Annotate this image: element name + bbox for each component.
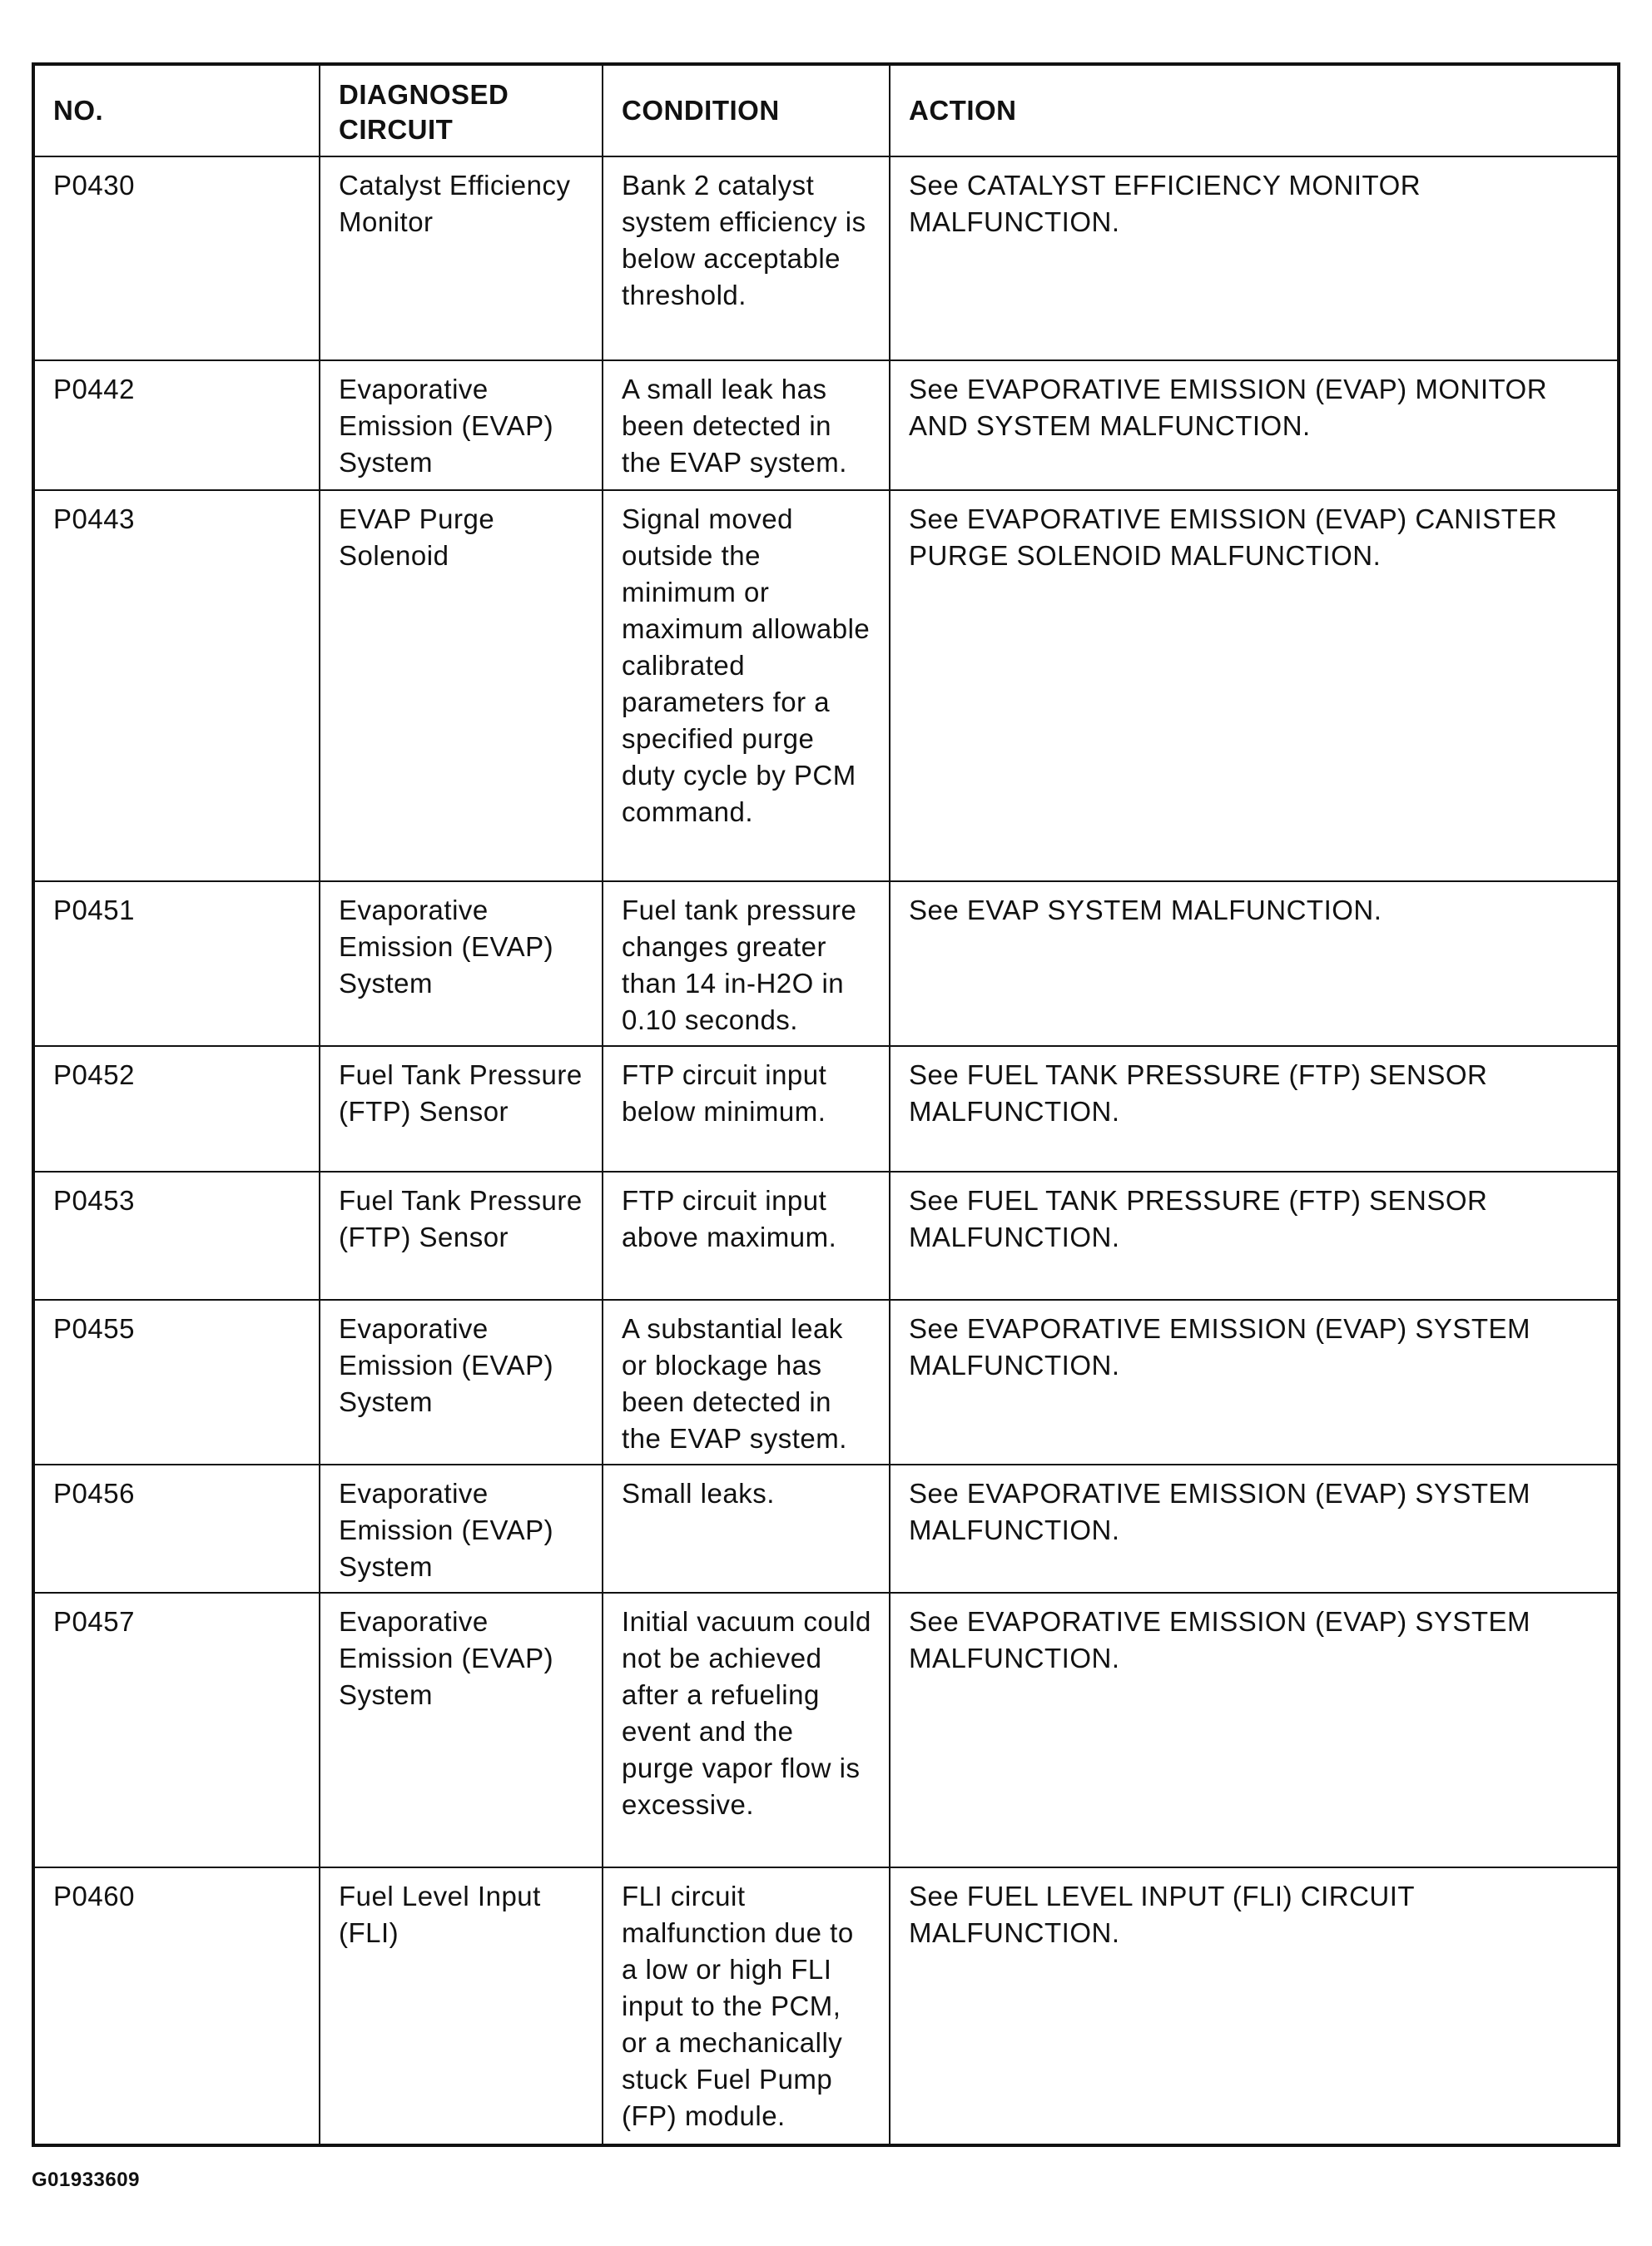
cell-condition: FTP circuit input below minimum. [603,1046,890,1172]
cell-no: P0455 [33,1300,320,1465]
cell-condition: A substantial leak or blockage has been detected in the EVAP system. [603,1300,890,1465]
figure-id: G01933609 [32,2169,140,2191]
table-row [33,1465,1619,1593]
table-row [33,1300,1619,1465]
cell-no: P0453 [33,1172,320,1300]
cell-circuit: Evaporative Emission (EVAP) System [320,1465,603,1593]
table-row [33,156,1619,360]
dtc-table [32,62,1620,2147]
cell-action: See EVAPORATIVE EMISSION (EVAP) MONITOR AND SYSTEM MALFUNCTION. [890,360,1619,490]
cell-action: See EVAPORATIVE EMISSION (EVAP) SYSTEM MALFUNCTION. [890,1300,1619,1465]
cell-circuit: Evaporative Emission (EVAP) System [320,360,603,490]
cell-circuit: Evaporative Emission (EVAP) System [320,881,603,1046]
cell-action: See FUEL TANK PRESSURE (FTP) SENSOR MALFUNCTION. [890,1172,1619,1300]
cell-no: P0456 [33,1465,320,1593]
cell-no: P0442 [33,360,320,490]
table-row [33,360,1619,490]
cell-action: See FUEL TANK PRESSURE (FTP) SENSOR MALFUNCTION. [890,1046,1619,1172]
header-action: ACTION [890,64,1619,156]
table-row [33,490,1619,881]
table-header-row [33,64,1619,156]
table-row [33,1046,1619,1172]
cell-condition: Fuel tank pressure changes greater than 14 in-H2O in 0.10 seconds. [603,881,890,1046]
cell-no: P0457 [33,1593,320,1867]
header-condition: CONDITION [603,64,890,156]
cell-circuit: Evaporative Emission (EVAP) System [320,1300,603,1465]
cell-no: P0452 [33,1046,320,1172]
cell-condition: Signal moved outside the minimum or maximum allowable calibrated parameters for a specified purge duty cycle by PCM command. [603,490,890,881]
table-row [33,1172,1619,1300]
cell-circuit: Fuel Tank Pressure (FTP) Sensor [320,1046,603,1172]
cell-condition: Initial vacuum could not be achieved after a refueling event and the purge vapor flow is excessive. [603,1593,890,1867]
table-row [33,1867,1619,2145]
table-row [33,881,1619,1046]
cell-no: P0430 [33,156,320,360]
cell-action: See FUEL LEVEL INPUT (FLI) CIRCUIT MALFUNCTION. [890,1867,1619,2145]
cell-action: See EVAP SYSTEM MALFUNCTION. [890,881,1619,1046]
cell-action: See CATALYST EFFICIENCY MONITOR MALFUNCTION. [890,156,1619,360]
table-row [33,1593,1619,1867]
cell-circuit: EVAP Purge Solenoid [320,490,603,881]
cell-condition: Small leaks. [603,1465,890,1593]
cell-circuit: Fuel Level Input (FLI) [320,1867,603,2145]
cell-condition: FLI circuit malfunction due to a low or high FLI input to the PCM, or a mechanically stuck Fuel Pump (FP) module. [603,1867,890,2145]
cell-action: See EVAPORATIVE EMISSION (EVAP) CANISTER PURGE SOLENOID MALFUNCTION. [890,490,1619,881]
cell-condition: FTP circuit input above maximum. [603,1172,890,1300]
cell-no: P0460 [33,1867,320,2145]
header-no: NO. [33,64,320,156]
cell-condition: A small leak has been detected in the EVAP system. [603,360,890,490]
cell-circuit: Evaporative Emission (EVAP) System [320,1593,603,1867]
cell-circuit: Fuel Tank Pressure (FTP) Sensor [320,1172,603,1300]
cell-action: See EVAPORATIVE EMISSION (EVAP) SYSTEM MALFUNCTION. [890,1465,1619,1593]
cell-circuit: Catalyst Efficiency Monitor [320,156,603,360]
cell-no: P0443 [33,490,320,881]
cell-condition: Bank 2 catalyst system efficiency is below acceptable threshold. [603,156,890,360]
cell-no: P0451 [33,881,320,1046]
cell-action: See EVAPORATIVE EMISSION (EVAP) SYSTEM MALFUNCTION. [890,1593,1619,1867]
header-diagnosed-circuit: DIAGNOSED CIRCUIT [320,64,603,156]
